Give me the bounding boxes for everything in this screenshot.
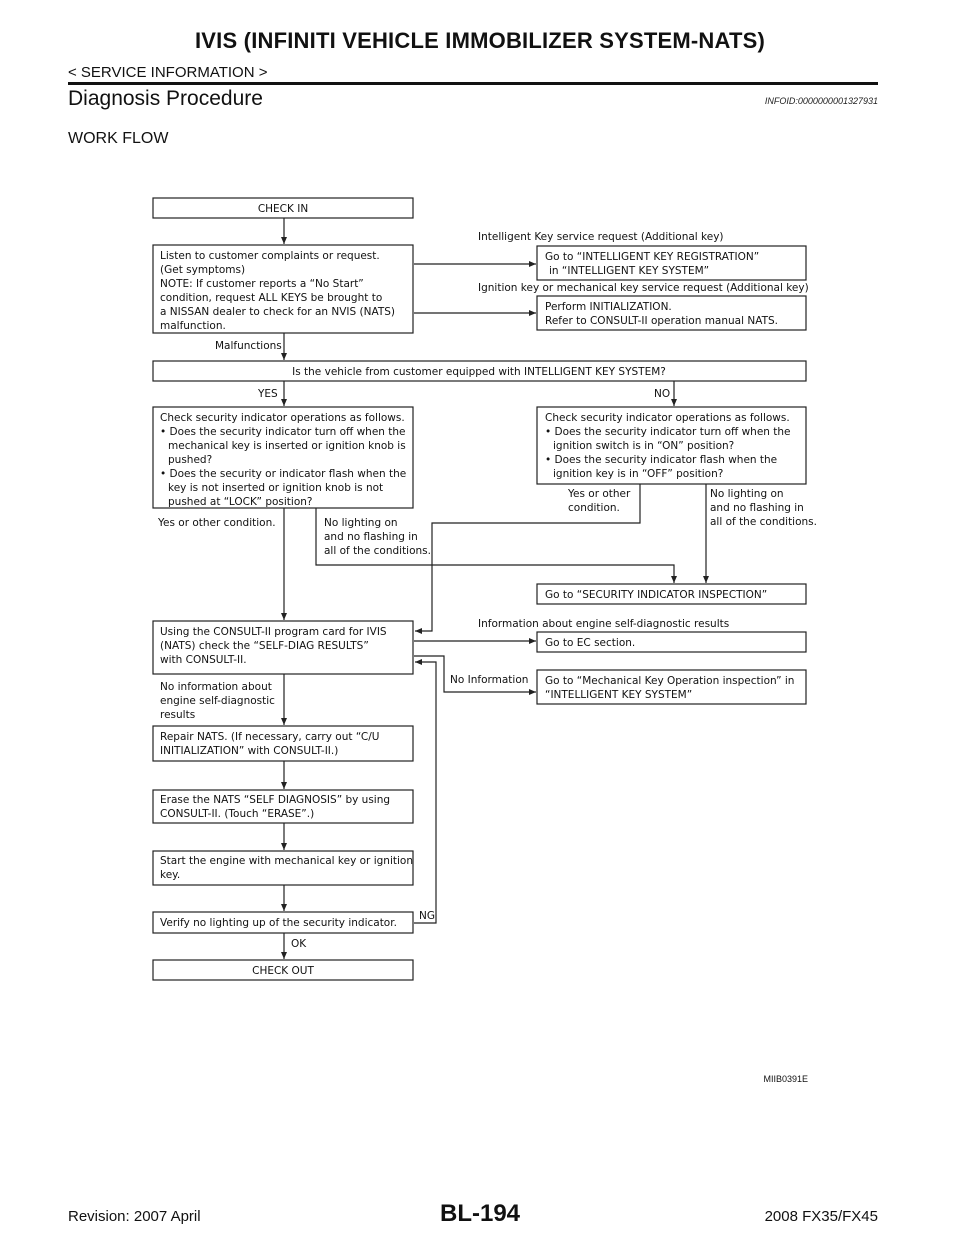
check-left-line: • Does the security or indicator flash when the: [160, 468, 407, 480]
label-no-lighting-left: and no flashing in: [324, 531, 418, 543]
flow-box-check-right: [537, 407, 806, 484]
flow-box-check-left: [153, 407, 413, 508]
label-no-lighting-left: all of the conditions.: [324, 545, 431, 557]
listen-line: (Get symptoms): [160, 264, 246, 276]
consult-line: Using the CONSULT-II program card for IVIS: [160, 626, 387, 638]
goto-mech-line: Go to “Mechanical Key Operation inspection” in: [545, 675, 795, 687]
check-in-text: CHECK IN: [257, 203, 309, 215]
label-no-lighting-left: No lighting on: [324, 517, 398, 529]
breadcrumb: < SERVICE INFORMATION >: [68, 64, 268, 81]
goto-security-text: Go to “SECURITY INDICATOR INSPECTION”: [545, 589, 768, 601]
check-left-line: mechanical key is inserted or ignition knob is: [168, 440, 406, 452]
label-no-information: No Information: [450, 674, 529, 686]
label-info-engine: Information about engine self-diagnostic results: [478, 618, 730, 630]
flow-box-goto-mech: [537, 670, 806, 704]
check-right-line: • Does the security indicator turn off when the: [545, 426, 791, 438]
erase-line: Erase the NATS “SELF DIAGNOSIS” by using: [160, 794, 391, 806]
repair-line: Repair NATS. (If necessary, carry out “C/U: [160, 731, 380, 743]
registration-line: in “INTELLIGENT KEY SYSTEM”: [549, 265, 710, 277]
check-left-line: pushed at “LOCK” position?: [168, 496, 313, 508]
flow-box-repair: [153, 726, 413, 761]
verify-text: Verify no lighting up of the security indicator.: [160, 917, 397, 929]
perform-init-line: Perform INITIALIZATION.: [545, 301, 672, 313]
check-right-line: • Does the security indicator flash when the: [545, 454, 778, 466]
listen-line: malfunction.: [160, 320, 226, 332]
check-left-line: • Does the security indicator turn off when the: [160, 426, 406, 438]
work-flow-heading: WORK FLOW: [68, 130, 169, 147]
label-ok: OK: [291, 938, 307, 950]
label-no-lighting-right: and no flashing in: [710, 502, 804, 514]
flow-box-question: [153, 361, 806, 381]
check-left-line: pushed?: [168, 454, 213, 466]
flow-box-check-in: [153, 198, 413, 218]
check-right-line: ignition switch is in “ON” position?: [553, 440, 735, 452]
footer-page-number: BL-194: [439, 1200, 521, 1227]
check-right-line: Check security indicator operations as follows.: [545, 412, 790, 424]
flow-box-goto-ec: [537, 632, 806, 652]
start-line: Start the engine with mechanical key or ignition: [160, 855, 413, 867]
label-malfunctions: Malfunctions: [215, 340, 282, 352]
listen-line: Listen to customer complaints or request.: [160, 250, 380, 262]
check-left-line: key is not inserted or ignition knob is not: [168, 482, 384, 494]
label-no-info-engine: results: [160, 709, 196, 721]
registration-line: Go to “INTELLIGENT KEY REGISTRATION”: [545, 251, 760, 263]
label-yes-other-right: Yes or other: [568, 488, 631, 500]
label-yes-other-right: condition.: [568, 502, 620, 514]
label-no-lighting-right: all of the conditions.: [710, 516, 817, 528]
listen-line: condition, request ALL KEYS be brought to: [160, 292, 383, 304]
label-no: NO: [654, 388, 671, 400]
start-line: key.: [160, 869, 181, 881]
repair-line: INITIALIZATION” with CONSULT-II.): [160, 745, 339, 757]
question-text: Is the vehicle from customer equipped with INTELLIGENT KEY SYSTEM?: [292, 366, 666, 378]
flow-box-consult: [153, 621, 413, 674]
label-no-info-engine: No information about: [160, 681, 272, 693]
flow-box-check-out: [153, 960, 413, 980]
figure-id: MIIB0391E: [763, 1074, 808, 1084]
footer-model: 2008 FX35/FX45: [764, 1208, 878, 1225]
page-title: IVIS (INFINITI VEHICLE IMMOBILIZER SYSTEM-NATS): [195, 28, 765, 53]
flow-box-perform-init: [537, 296, 806, 330]
check-left-line: Check security indicator operations as follows.: [160, 412, 405, 424]
flow-box-goto-registration: [537, 246, 806, 280]
listen-line: NOTE: If customer reports a “No Start”: [160, 278, 364, 290]
footer-revision: Revision: 2007 April: [68, 1208, 201, 1225]
flow-box-listen: [153, 245, 413, 333]
label-yes: YES: [258, 388, 278, 400]
label-no-info-engine: engine self-diagnostic: [160, 695, 275, 707]
listen-line: a NISSAN dealer to check for an NVIS (NATS): [160, 306, 396, 318]
label-intelligent-request: Intelligent Key service request (Additional key): [478, 231, 724, 243]
label-yes-other-left: Yes or other condition.: [158, 517, 276, 529]
label-ng: NG: [419, 910, 435, 922]
goto-ec-text: Go to EC section.: [545, 637, 636, 649]
erase-line: CONSULT-II. (Touch “ERASE”.): [160, 808, 315, 820]
consult-line: with CONSULT-II.: [160, 654, 247, 666]
label-ignition-request: Ignition key or mechanical key service request (Additional key): [478, 282, 809, 294]
flow-box-start: [153, 851, 413, 885]
goto-mech-line: “INTELLIGENT KEY SYSTEM”: [545, 689, 693, 701]
section-title: Diagnosis Procedure: [68, 87, 263, 110]
info-id: INFOID:0000000001327931: [764, 96, 878, 106]
check-right-line: ignition key is in “OFF” position?: [553, 468, 724, 480]
perform-init-line: Refer to CONSULT-II operation manual NATS.: [545, 315, 778, 327]
flow-box-verify: [153, 912, 413, 933]
consult-line: (NATS) check the “SELF-DIAG RESULTS”: [160, 640, 369, 652]
label-no-lighting-right: No lighting on: [710, 488, 784, 500]
flow-box-goto-security: [537, 584, 806, 604]
check-out-text: CHECK OUT: [252, 965, 314, 977]
flow-box-erase: [153, 790, 413, 823]
